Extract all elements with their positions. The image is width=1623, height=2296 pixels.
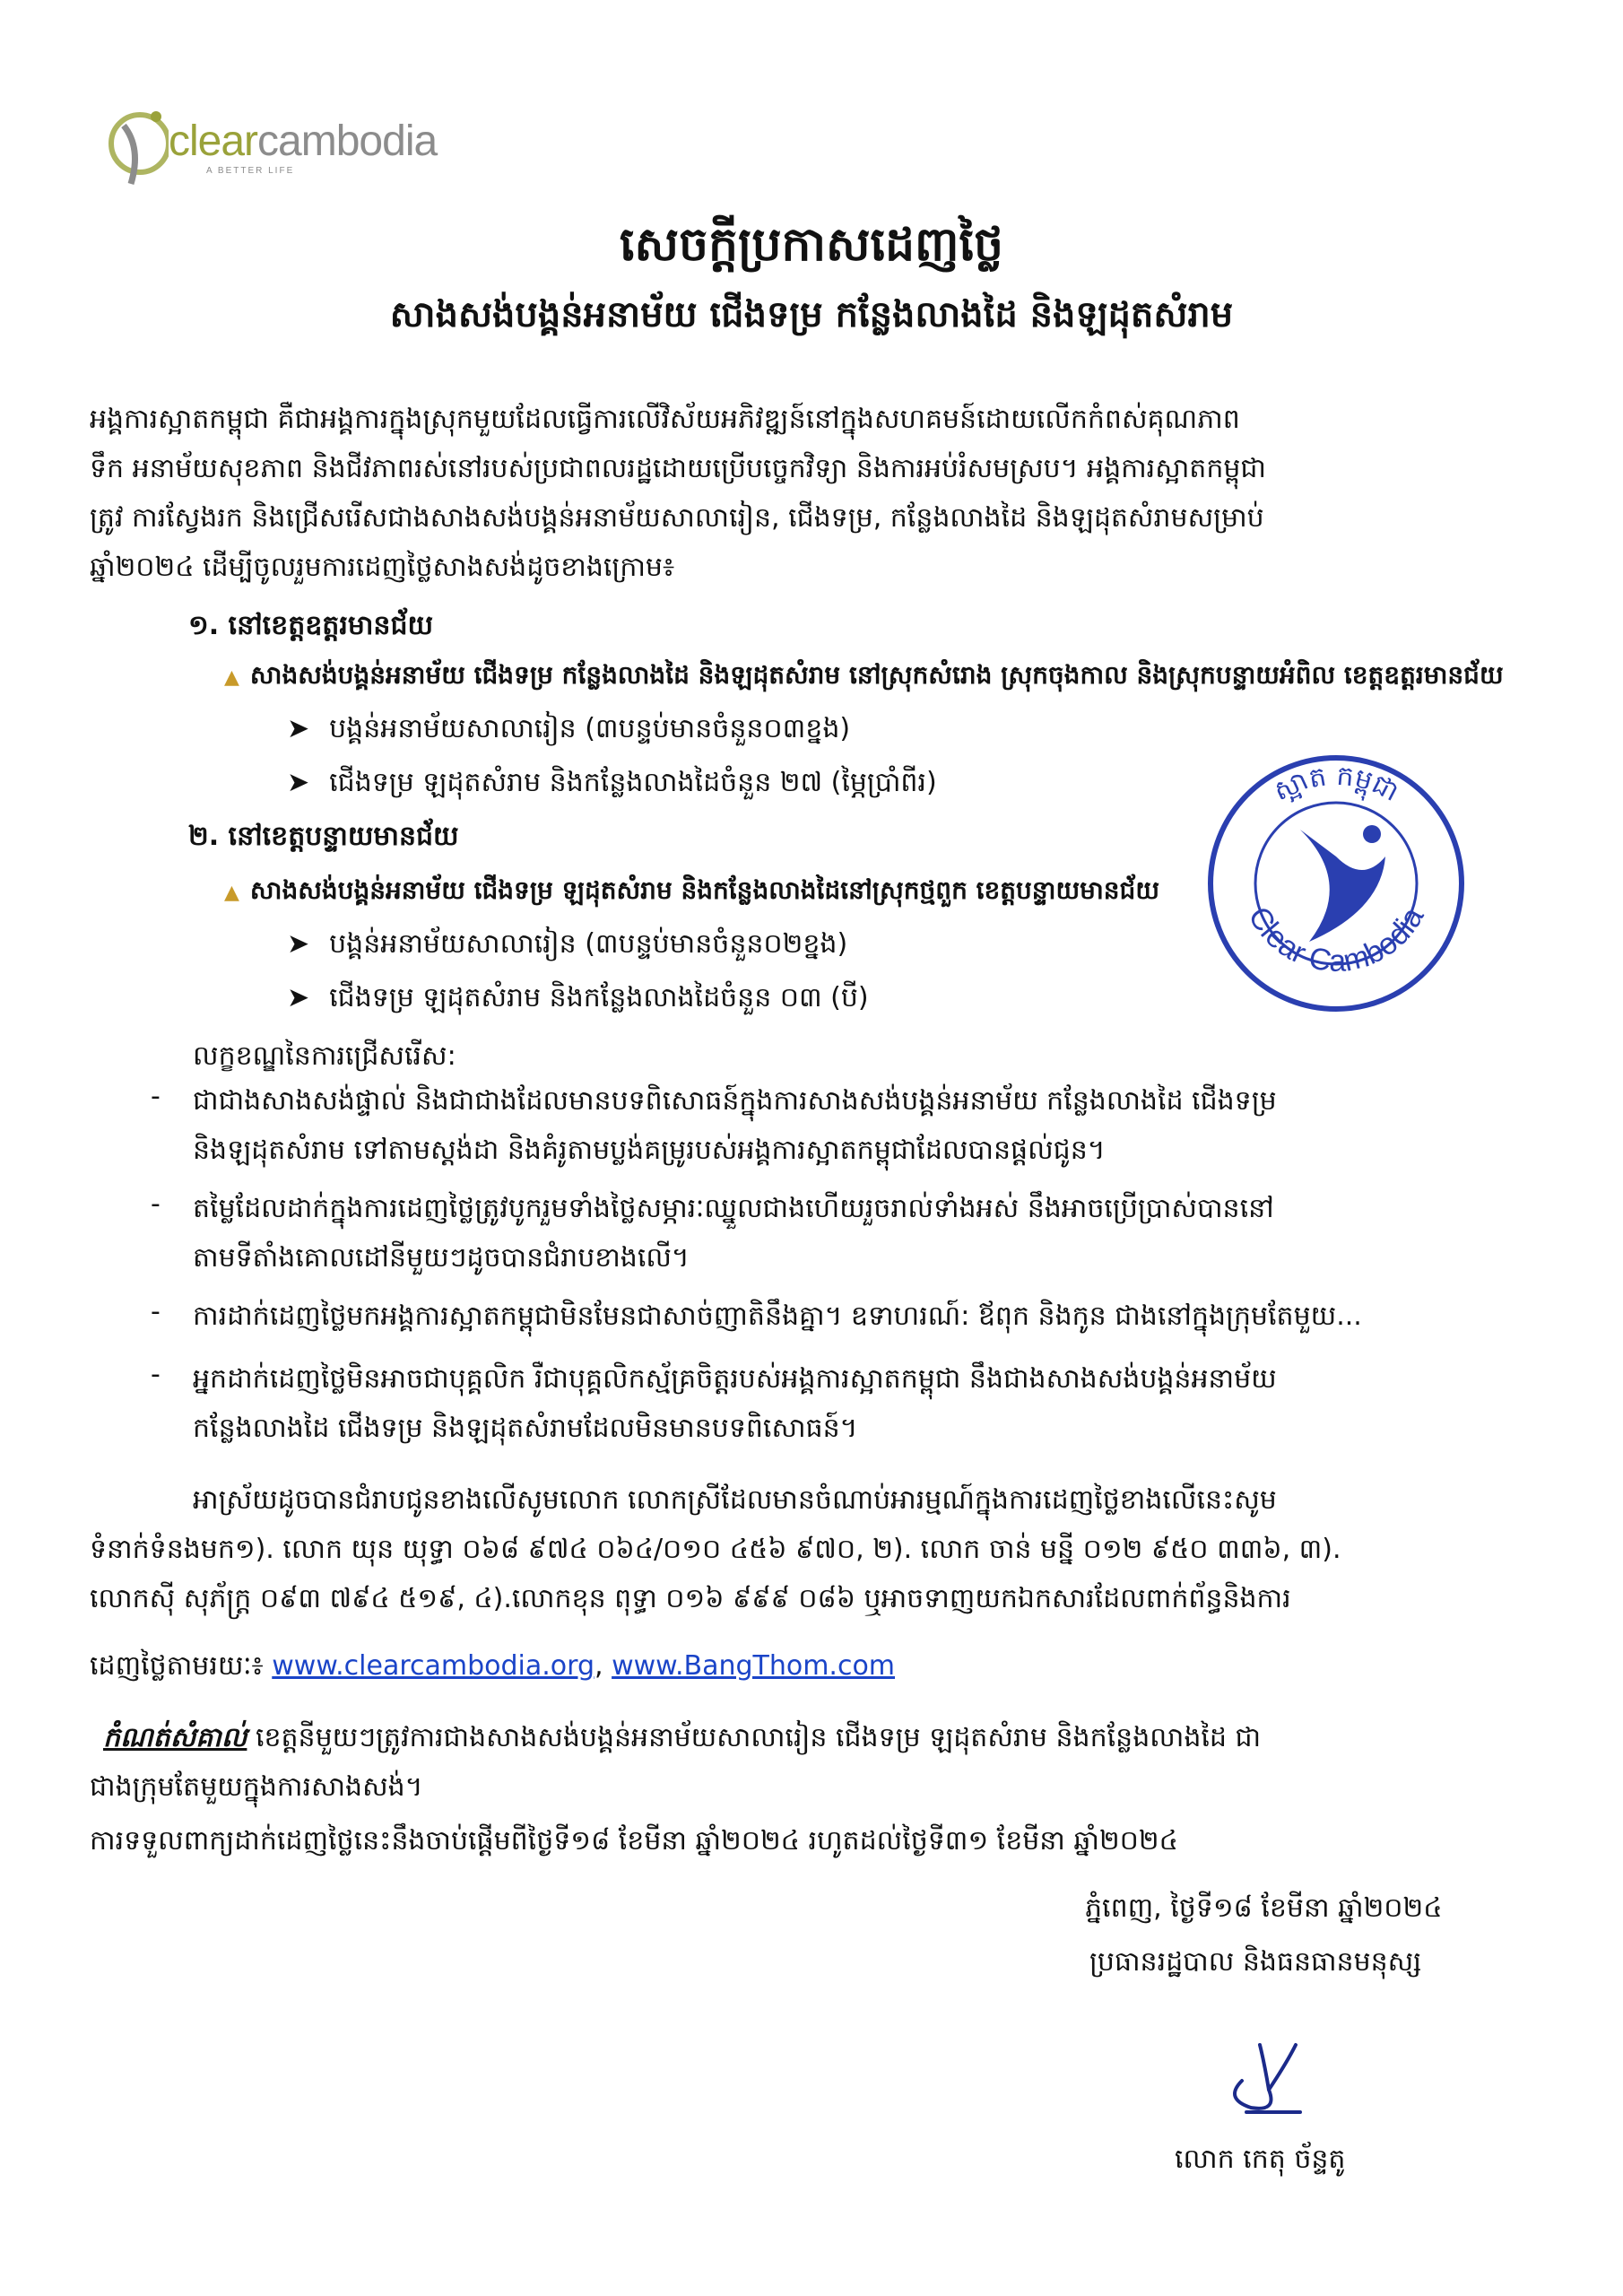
section2-bullet-text: សាងសង់បង្គន់អនាម័យ ជើងទម្រ ឡដុតសំរាម និងកន្លែងលាងដៃនៅស្រុកថ្មពួក ខេត្តបន្ទាយមានជ័យ [249, 875, 1159, 905]
section1-bullet [224, 650, 1504, 702]
signature [1215, 2027, 1314, 2126]
links-prefix: ដេញថ្លៃតាមរយៈ៖ [90, 1650, 273, 1682]
clearcambodia-logo [106, 99, 447, 197]
section1-item [287, 704, 850, 753]
contact-line: លោកស៊ី សុភ័ក្រ្ត ០៩៣ ៧៩៤ ៥១៩, ៤).លោកខុន ពុទ្ធា ០១៦ ៩៩៩ ០៨៦ ឬអាចទាញយកឯកសារដែលពាក់ព័ន្ធនិងការ [90, 1583, 1291, 1614]
criteria-line: ជាជាងសាងសង់ផ្ទាល់ និងជាជាងដែលមានបទពិសោធន៍ក្នុងការសាងសង់បង្គន់អនាម័យ កន្លែងលាងដៃ ជើងទម្រ [193, 1085, 1277, 1117]
note-label: កំណត់សំគាល់ [103, 1722, 247, 1753]
logo-wordmark [169, 117, 437, 166]
contact-line: អាស្រ័យដូចបានជំរាបជូនខាងលើសូមលោក លោកស្រីដែលមានចំណាប់អារម្មណ៍ក្នុងការដេញថ្លៃខាងលើនេះសូម [193, 1484, 1277, 1516]
links-separator: , [595, 1650, 612, 1682]
contact-line: ទំនាក់ទំនងមក១). លោក យុន យុទ្ធា ០៦៨ ៩៧៤ ០៦៤/០១០ ៤៥៦ ៩៧០, ២). លោក ចាន់ មន្នី ០១២ ៩៥០ ៣៣៦, ៣). [90, 1534, 1341, 1565]
stamp-emblem-icon [1300, 830, 1385, 942]
stamp-text-top: ស្អាត កម្ពុជា [1269, 760, 1404, 808]
section2-item-text: បង្គន់អនាម័យសាលារៀន (៣បន្ទប់មានចំនួន០២ខ្នង) [329, 928, 848, 960]
section1-item-text: ជើងទម្រ ឡដុតសំរាម និងកន្លែងលាងដៃចំនួន ២៧ (ម្ភៃប្រាំពីរ) [329, 767, 937, 798]
intro-line: អង្គការស្អាតកម្ពុជា គឺជាអង្គការក្នុងស្រុកមួយដែលធ្វើការលើវិស័យអភិវឌ្ឍន៍នៅក្នុងសហគមន៍ដោយលើកកំពស់គុណភាព [90, 404, 1240, 435]
criteria-item [193, 1184, 1565, 1283]
deadline-text: ការទទួលពាក្យដាក់ដេញថ្លៃនេះនឹងចាប់ផ្តើមពីថ្ងៃទី១៨ ខែមីនា ឆ្នាំ២០២៤ រហូតដល់ថ្ងៃទី៣១ ខែមីនា ឆ្នាំ២០២៤ [90, 1825, 1178, 1857]
signoff-date: ភ្នំពេញ, ថ្ងៃទី១៨ ខែមីនា ឆ្នាំ២០២៤ [1085, 1892, 1443, 1924]
criteria-line: តាមទីតាំងគោលដៅនីមួយៗដូចបានជំរាបខាងលើ។ [193, 1242, 690, 1274]
section2-bullet [224, 865, 1159, 918]
criteria-heading: លក្ខខណ្ឌនៃការជ្រើសរើស: [193, 1040, 456, 1072]
section2-item [287, 919, 847, 969]
dash-icon: - [151, 1081, 161, 1112]
section1-item-text: បង្គន់អនាម័យសាលារៀន (៣បន្ទប់មានចំនួន០៣ខ្នង) [329, 713, 851, 744]
note-paragraph [90, 1713, 1569, 1812]
criteria-line: និងឡដុតសំរាម ទៅតាមស្តង់ដា និងគំរូតាមប្លង់គម្រូរបស់អង្គការស្អាតកម្ពុជាដែលបានផ្តល់ជូន។ [193, 1135, 1106, 1166]
arrow-icon: ➤ [287, 928, 310, 960]
dash-icon: - [151, 1359, 161, 1390]
arrow-icon: ➤ [287, 713, 310, 744]
logo-word-clear: clear [169, 117, 258, 165]
document-subtitle: សាងសង់បង្គន់អនាម័យ ជើងទម្រ កន្លែងលាងដៃ និងឡដុតសំរាម [389, 294, 1234, 335]
section2-item-text: ជើងទម្រ ឡដុតសំរាម និងកន្លែងលាងដៃចំនួន ០៣ (បី) [329, 982, 869, 1013]
criteria-line: អ្នកដាក់ដេញថ្លៃមិនអាចជាបុគ្គលិក រឺជាបុគ្គលិកស្ម័គ្រចិត្តរបស់អង្គការស្អាតកម្ពុជា នឹងជាងសាងសង់បង្គន់អនាម័យ [193, 1363, 1277, 1395]
clearcambodia-link[interactable]: www.clearcambodia.org [272, 1650, 595, 1682]
arrow-icon: ➤ [287, 767, 310, 798]
arrow-icon: ➤ [287, 982, 310, 1013]
document-title: សេចក្ដីប្រកាសដេញថ្លៃ [619, 218, 1004, 272]
criteria-item [193, 1354, 1565, 1453]
logo-swoosh-icon [106, 99, 169, 197]
section1-bullet-text: សាងសង់បង្គន់អនាម័យ ជើងទម្រ កន្លែងលាងដៃ និងឡដុតសំរាម នៅស្រុកសំរោង ស្រុកចុងកាល និងស្រុកបន្ទាយអំពិល ខេត្តឧត្តរមានជ័យ [249, 660, 1504, 690]
note-line: ខេត្តនីមួយៗត្រូវការជាងសាងសង់បង្គន់អនាម័យសាលារៀន ជើងទម្រ ឡដុតសំរាម និងកន្លែងលាងដៃ ជា [247, 1722, 1262, 1753]
dash-icon: - [151, 1188, 161, 1220]
intro-paragraph [90, 395, 1560, 592]
signoff-name: លោក កេតុ ច័ន្ទតូ [1175, 2144, 1346, 2175]
signoff-position: ប្រធានរដ្ឋបាល និងធនធានមនុស្ស [1089, 1946, 1422, 1978]
bullet-icon: ▲ [224, 882, 239, 904]
criteria-item [193, 1292, 1565, 1341]
intro-line: ទឹក អនាម័យសុខភាព និងជីវភាពរស់នៅរបស់ប្រជាពលរដ្ឋដោយប្រើបច្ចេកវិទ្យា និងការអប់រំសមស្រប។ អង្គការស្អាតកម្ពុជា [90, 453, 1266, 484]
section1-heading: ១. នៅខេត្តឧត្តរមានជ័យ [188, 610, 434, 641]
contact-paragraph [90, 1475, 1569, 1623]
download-links [90, 1641, 895, 1691]
bullet-icon: ▲ [224, 666, 239, 689]
section2-item [287, 973, 869, 1022]
logo-word-cambodia: cambodia [257, 117, 438, 165]
criteria-line: ការដាក់ដេញថ្លៃមកអង្គការស្អាតកម្ពុជាមិនមែនជាសាច់ញាតិនឹងគ្នា។ ឧទាហរណ៍: ឪពុក និងកូន ជាងនៅក្នុងក្រុមតែមួយ... [193, 1300, 1362, 1332]
criteria-line: តម្លៃដែលដាក់ក្នុងការដេញថ្លៃត្រូវបូករួមទាំងថ្លៃសម្ភារៈឈ្នួលជាងហើយរួចរាល់ទាំងអស់ នឹងអាចប្រើប្រាស់បាននៅ [193, 1193, 1274, 1224]
dash-icon: - [151, 1296, 161, 1327]
logo-tagline: A BETTER LIFE [206, 166, 295, 176]
criteria-item [193, 1076, 1565, 1175]
section2-heading: ២. នៅខេត្តបន្ទាយមានជ័យ [188, 821, 459, 852]
stamp-text-bottom: Clear Cambodia [1241, 900, 1431, 979]
intro-line: ឆ្នាំ២០២៤ ដើម្បីចូលរួមការដេញថ្លៃសាងសង់ដូចខាងក្រោម៖ [90, 552, 675, 583]
criteria-line: កន្លែងលាងដៃ ជើងទម្រ និងឡដុតសំរាមដែលមិនមានបទពិសោធន៍។ [193, 1413, 858, 1444]
organization-stamp [1202, 749, 1471, 1018]
intro-line: ត្រូវ ការស្វែងរក និងជ្រើសរើសជាងសាងសង់បង្គន់អនាម័យសាលារៀន, ជើងទម្រ, កន្លែងលាងដៃ និងឡដុតសំរាមសម្រាប់ [90, 502, 1264, 534]
bangthom-link[interactable]: www.BangThom.com [612, 1650, 896, 1682]
section1-item [287, 758, 937, 807]
note-line: ជាងក្រុមតែមួយក្នុងការសាងសង់។ [90, 1771, 423, 1803]
